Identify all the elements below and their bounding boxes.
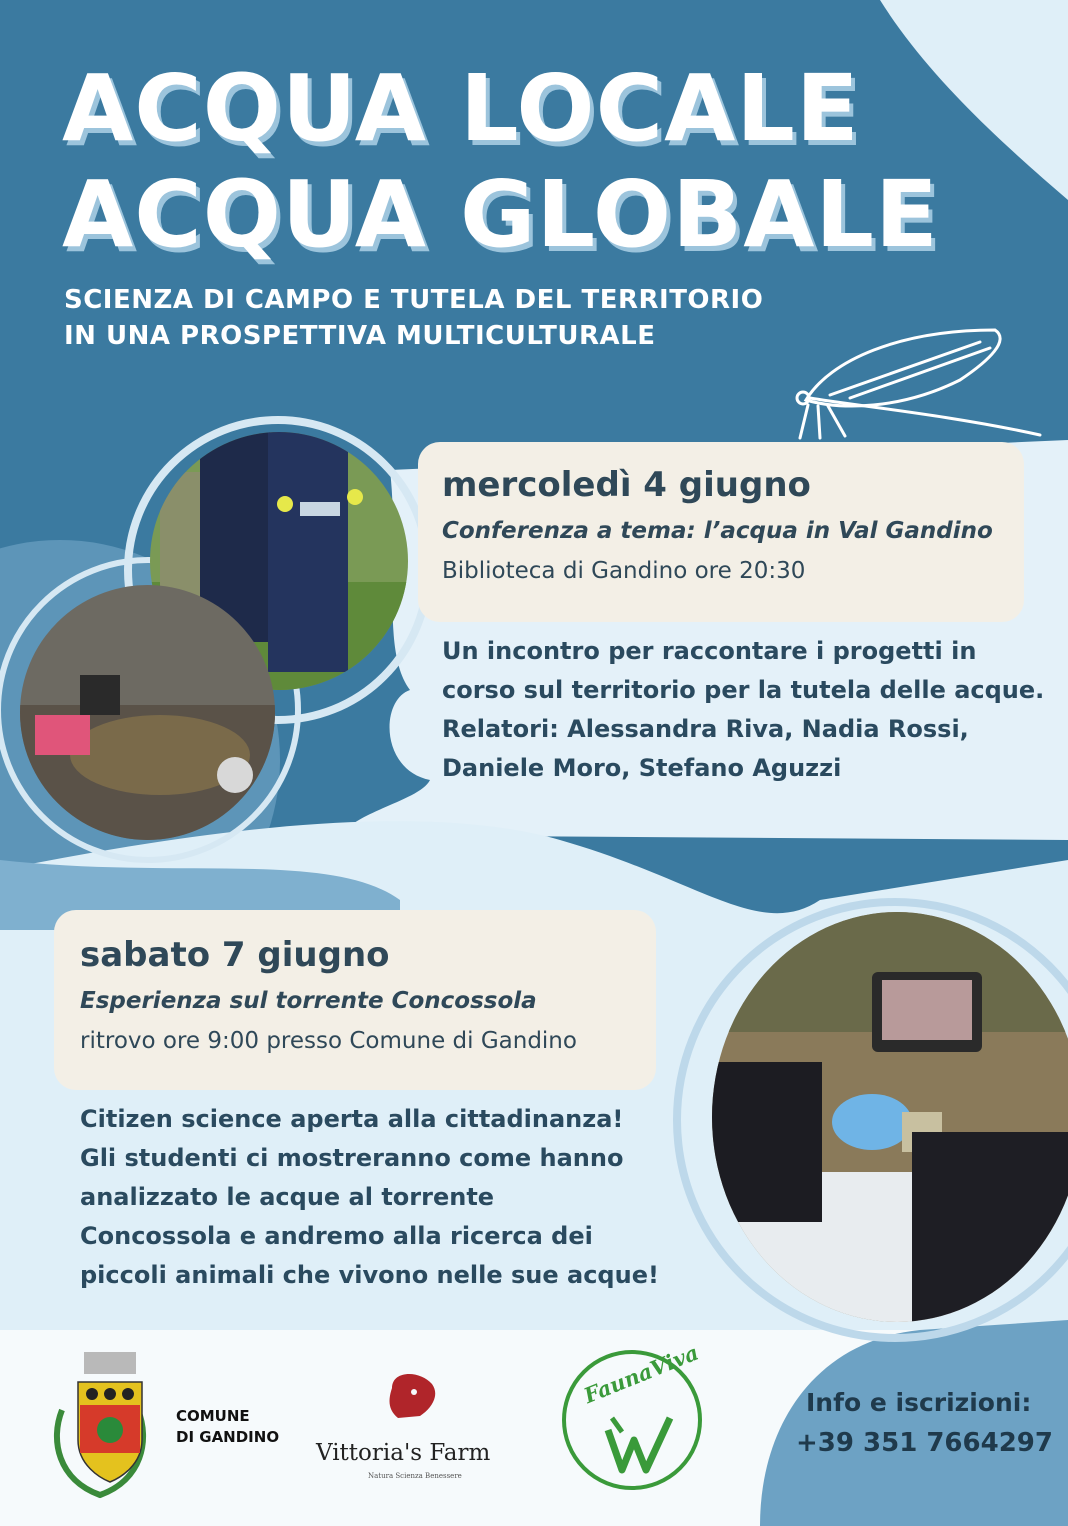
vittorias-farm-tagline: Natura Scienza Benessere	[368, 1472, 462, 1480]
title-line-1: ACQUA LOCALE	[62, 55, 860, 162]
faunaviva-wordmark: FaunaViva	[580, 1339, 703, 1409]
event-1-description-line: Relatori: Alessandra Riva, Nadia Rossi,	[442, 715, 969, 743]
event-2-description	[80, 1100, 659, 1295]
vittorias-farm-name: Vittoria's Farm	[316, 1440, 491, 1466]
event-2-description-line: analizzato le acque al torrente	[80, 1183, 495, 1211]
event-1-description-line: Daniele Moro, Stefano Aguzzi	[442, 754, 842, 782]
poster-subtitle	[64, 282, 763, 354]
poster-title	[62, 56, 939, 268]
event-1-description-line: corso sul territorio per la tutela delle acque.	[442, 676, 1045, 704]
event-2-description-line: Concossola e andremo alla ricerca dei	[80, 1222, 593, 1250]
comune-line-2: DI GANDINO	[176, 1428, 280, 1446]
faunaviva-bird-logo-icon	[564, 1340, 702, 1488]
comune-line-1: COMUNE	[176, 1407, 250, 1425]
event-card-1	[418, 442, 1024, 622]
dog-head-logo-icon	[390, 1374, 436, 1418]
comune-crest-icon	[57, 1352, 143, 1495]
event-1-place: Biblioteca di Gandino ore 20:30	[442, 558, 806, 584]
event-2-place: ritrovo ore 9:00 presso Comune di Gandino	[80, 1028, 577, 1054]
info-phone[interactable]: +39 351 7664297	[796, 1428, 1053, 1458]
comune-name	[176, 1406, 279, 1448]
title-line-2: ACQUA GLOBALE	[62, 161, 939, 268]
event-1-date: mercoledì 4 giugno	[442, 465, 811, 505]
event-2-description-line: piccoli animali che vivono nelle sue acque!	[80, 1261, 659, 1289]
event-card-2	[54, 910, 656, 1090]
subtitle-line-2: IN UNA PROSPETTIVA MULTICULTURALE	[64, 321, 656, 351]
event-1-description-line: Un incontro per raccontare i progetti in	[442, 637, 977, 665]
event-2-date: sabato 7 giugno	[80, 935, 390, 975]
event-1-title: Conferenza a tema: l’acqua in Val Gandino	[442, 518, 993, 544]
event-2-description-line: Citizen science aperta alla cittadinanza!	[80, 1105, 624, 1133]
event-2-title: Esperienza sul torrente Concossola	[80, 988, 537, 1014]
photo-microscope	[712, 912, 1068, 1322]
subtitle-line-1: SCIENZA DI CAMPO E TUTELA DEL TERRITORIO	[64, 285, 764, 315]
event-1-description	[442, 632, 1044, 788]
event-2-description-line: Gli studenti ci mostreranno come hanno	[80, 1144, 624, 1172]
info-label: Info e iscrizioni:	[806, 1388, 1032, 1417]
photo-riverbed	[20, 585, 275, 840]
